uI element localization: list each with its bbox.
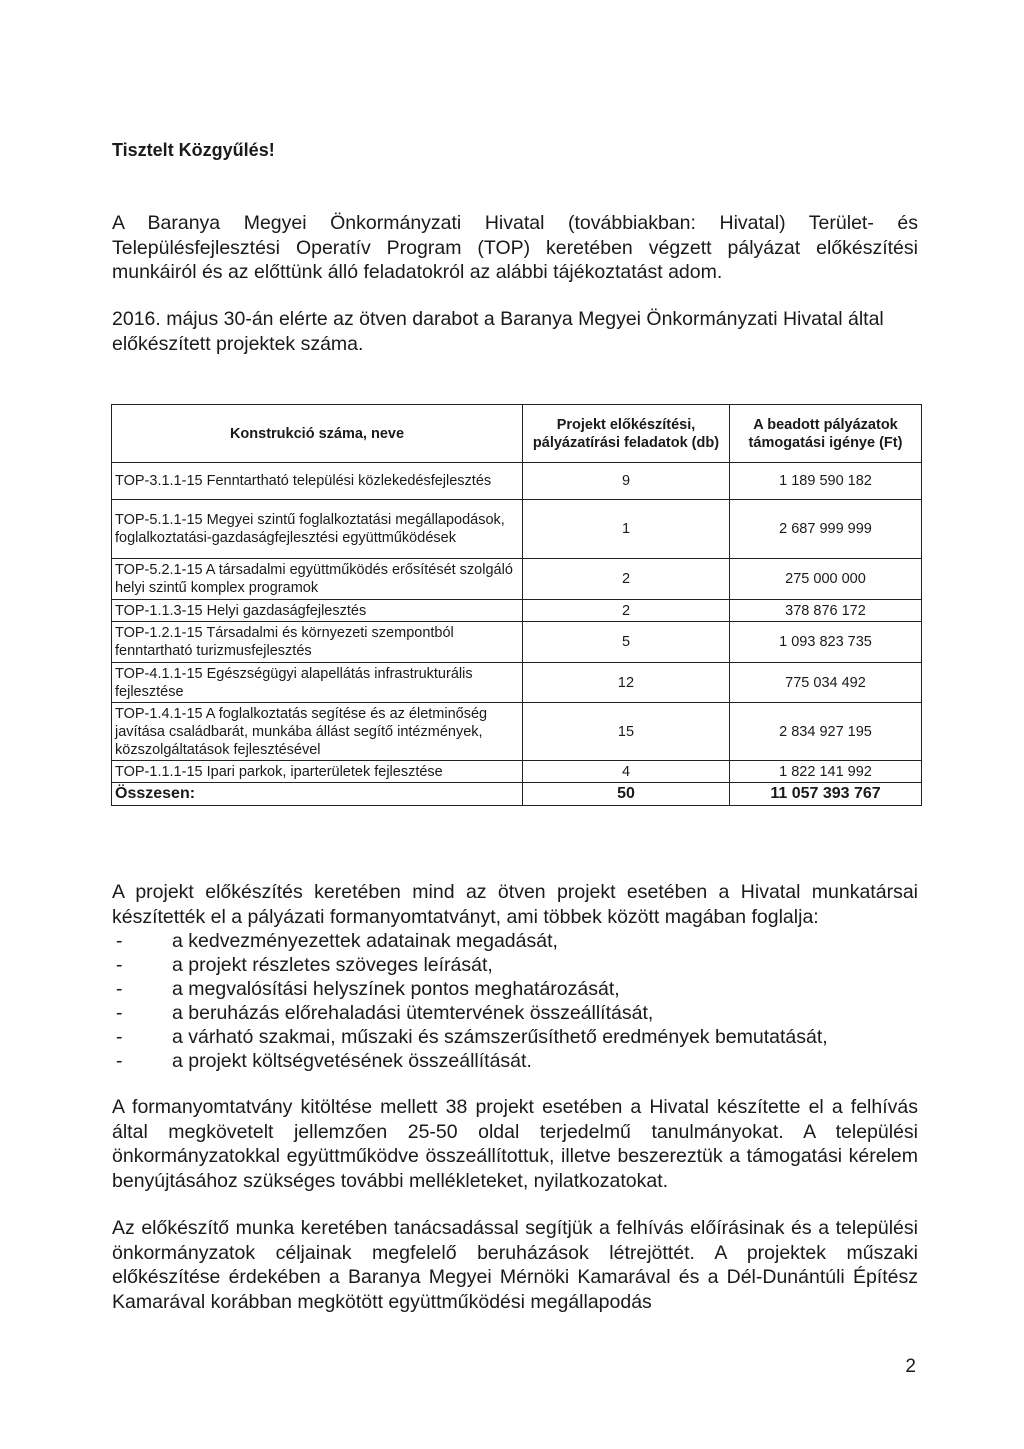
table-row <box>112 663 922 703</box>
construction-name-cell: TOP-1.1.1-15 Ipari parkok, iparterületek fejlesztése <box>112 761 523 783</box>
list-item-text: a várható szakmai, műszaki és számszerűsíthető eredmények bemutatását, <box>172 1026 828 1048</box>
task-count-cell: 4 <box>523 761 730 783</box>
form-intro-paragraph: A projekt előkészítés keretében mind az ötven projekt esetében a Hivatal munkatársai készítették el a pályázati formanyomtatványt, ami többek között magában foglalja: <box>112 881 918 928</box>
header-task-count: Projekt előkészítési, pályázatírási feladatok (db) <box>523 405 730 463</box>
table-row <box>112 559 922 600</box>
preparation-paragraph: Az előkészítő munka keretében tanácsadással segítjük a felhívás előírásinak és a települési önkormányzatok céljainak megfelelő beruházások létrejöttét. A projektek műszaki előkészítése érdekében a Baranya Megyei Mérnöki Kamarával és a Dél-Dunántúli Építész Kamarával korábban megkötött együttműködési megállapodás <box>112 1217 918 1313</box>
construction-name-cell: TOP-1.1.3-15 Helyi gazdaságfejlesztés <box>112 600 523 622</box>
salutation: Tisztelt Közgyűlés! <box>112 140 275 160</box>
table-header-row <box>112 405 922 463</box>
requested-amount-cell: 775 034 492 <box>730 663 922 703</box>
dash-marker: - <box>116 1050 123 1072</box>
requested-amount-cell: 1 822 141 992 <box>730 761 922 783</box>
list-item-text: a projekt részletes szöveges leírását, <box>172 954 493 976</box>
form-contents-list <box>112 929 828 1073</box>
intro-paragraph: A Baranya Megyei Önkormányzati Hivatal (továbbiakban: Hivatal) Terület- és Településfejlesztési Operatív Program (TOP) keretében végzett pályázat előkészítési munkáiról és az előttünk álló feladatokról az alábbi tájékoztatást adom. <box>112 212 918 283</box>
task-count-cell: 9 <box>523 463 730 500</box>
task-count-cell: 1 <box>523 500 730 559</box>
dash-marker: - <box>116 1002 123 1024</box>
construction-name-cell: TOP-3.1.1-15 Fenntartható települési közlekedésfejlesztés <box>112 463 523 500</box>
dash-marker: - <box>116 978 123 1000</box>
table-total-row <box>112 783 922 806</box>
list-item <box>112 1049 828 1073</box>
task-count-cell: 2 <box>523 600 730 622</box>
list-item-text: a megvalósítási helyszínek pontos meghatározását, <box>172 978 620 1000</box>
requested-amount-cell: 1 093 823 735 <box>730 622 922 663</box>
dash-marker: - <box>116 954 123 976</box>
list-item-text: a beruházás előrehaladási ütemtervének összeállítását, <box>172 1002 654 1024</box>
dash-marker: - <box>116 1026 123 1048</box>
construction-name-cell: TOP-1.4.1-15 A foglalkoztatás segítése és az életminőség javítása családbarát, munkába állást segítő intézmények, közszolgáltatások fejlesztésével <box>112 703 523 761</box>
construction-name-cell: TOP-5.1.1-15 Megyei szintű foglalkoztatási megállapodások, foglalkoztatási-gazdaságfejlesztési együttműködések <box>112 500 523 559</box>
task-count-cell: 15 <box>523 703 730 761</box>
list-item-text: a projekt költségvetésének összeállítását. <box>172 1050 532 1072</box>
table-row <box>112 600 922 622</box>
total-label-cell: Összesen: <box>112 783 523 806</box>
table-row <box>112 463 922 500</box>
construction-name-cell: TOP-1.2.1-15 Társadalmi és környezeti szempontból fenntartható turizmusfejlesztés <box>112 622 523 663</box>
list-item <box>112 1001 828 1025</box>
requested-amount-cell: 275 000 000 <box>730 559 922 600</box>
construction-name-cell: TOP-4.1.1-15 Egészségügyi alapellátás infrastrukturális fejlesztése <box>112 663 523 703</box>
table-row <box>112 761 922 783</box>
study-paragraph: A formanyomtatvány kitöltése mellett 38 projekt esetében a Hivatal készítette el a felhívás által megkövetelt jellemzően 25-50 oldal terjedelmű tanulmányokat. A települési önkormányzatokkal együttműködve összeállítottuk, illetve beszereztük a támogatási kérelem benyújtásához szükséges további mellékleteket, nyilatkozatokat. <box>112 1096 918 1192</box>
list-item <box>112 953 828 977</box>
projects-table <box>111 404 922 806</box>
requested-amount-cell: 1 189 590 182 <box>730 463 922 500</box>
dash-marker: - <box>116 930 123 952</box>
construction-name-cell: TOP-5.2.1-15 A társadalmi együttműködés erősítését szolgáló helyi szintű komplex programok <box>112 559 523 600</box>
task-count-cell: 5 <box>523 622 730 663</box>
page-number: 2 <box>905 1356 916 1377</box>
list-item <box>112 977 828 1001</box>
table-row <box>112 500 922 559</box>
list-item <box>112 929 828 953</box>
total-amount-cell: 11 057 393 767 <box>730 783 922 806</box>
projects-table-wrapper <box>111 404 921 806</box>
list-item-text: a kedvezményezettek adatainak megadását, <box>172 930 558 952</box>
requested-amount-cell: 2 834 927 195 <box>730 703 922 761</box>
task-count-cell: 12 <box>523 663 730 703</box>
task-count-cell: 2 <box>523 559 730 600</box>
list-item <box>112 1025 828 1049</box>
table-row <box>112 622 922 663</box>
milestone-paragraph: 2016. május 30-án elérte az ötven darabot a Baranya Megyei Önkormányzati Hivatal által előkészített projektek száma. <box>112 308 884 355</box>
table-row <box>112 703 922 761</box>
header-construction-name: Konstrukció száma, neve <box>112 405 523 463</box>
requested-amount-cell: 2 687 999 999 <box>730 500 922 559</box>
requested-amount-cell: 378 876 172 <box>730 600 922 622</box>
total-count-cell: 50 <box>523 783 730 806</box>
header-requested-amount: A beadott pályázatok támogatási igénye (Ft) <box>730 405 922 463</box>
